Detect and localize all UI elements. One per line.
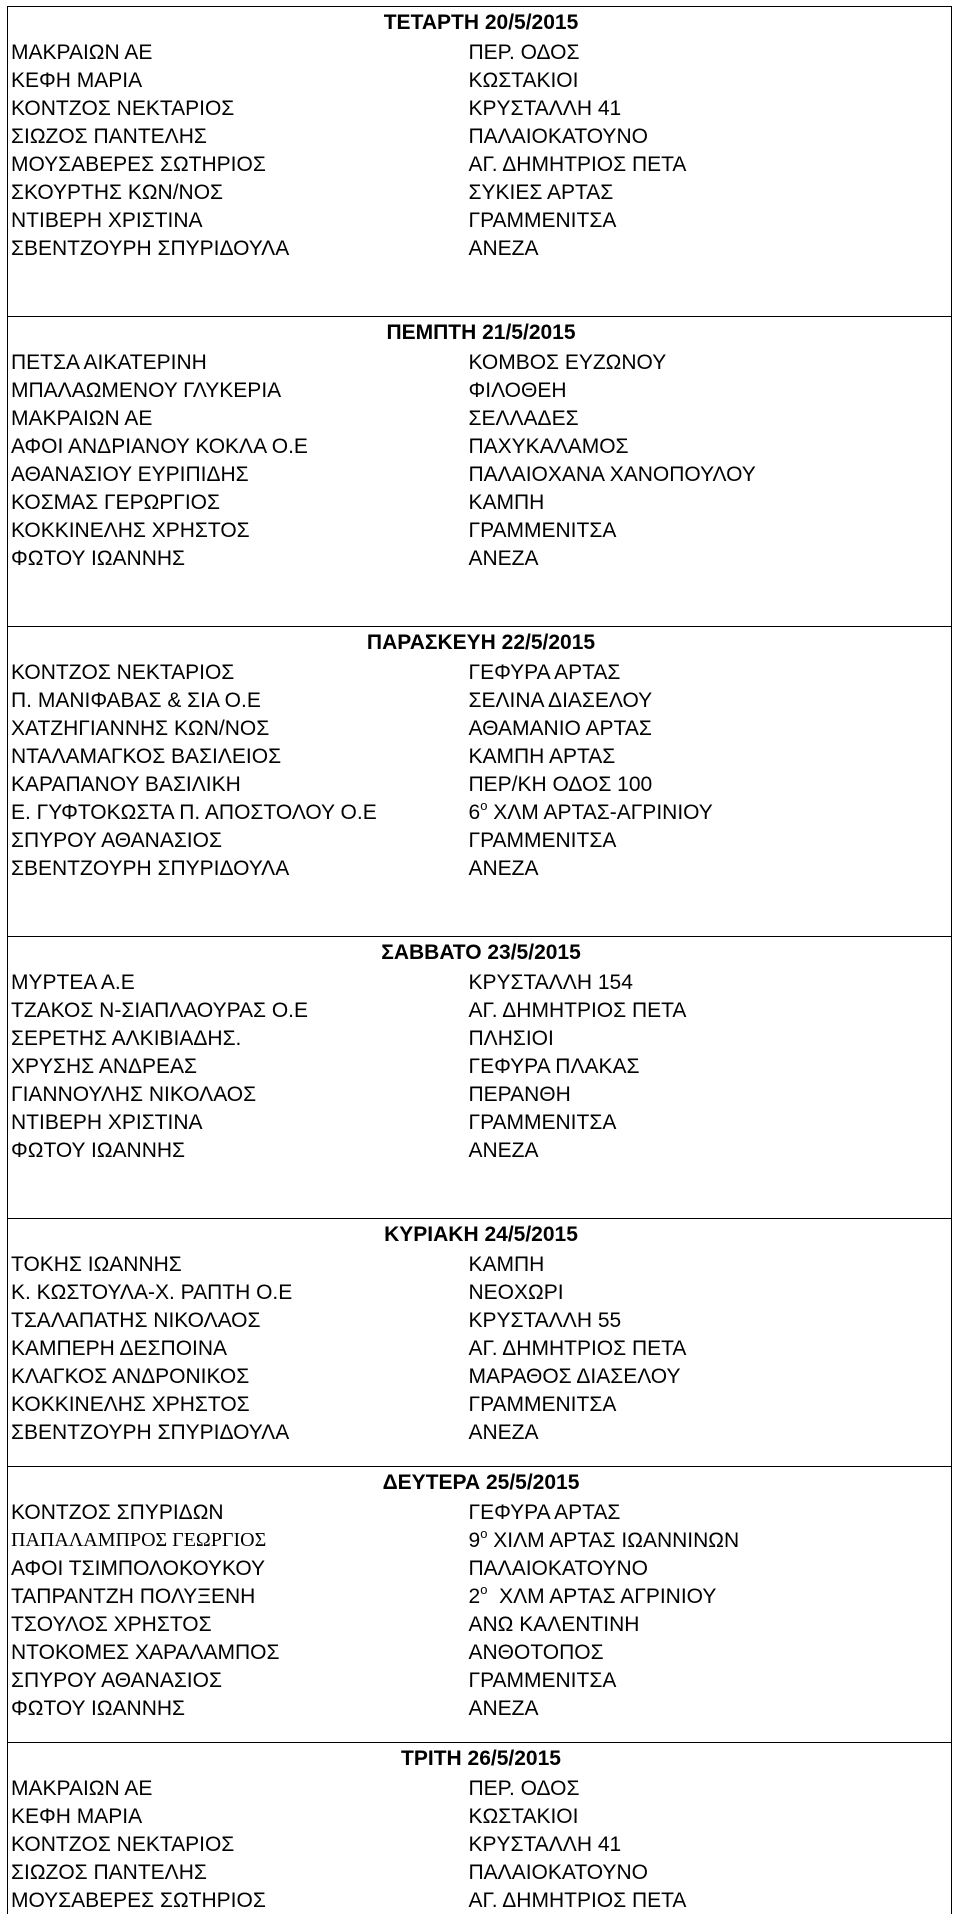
table-row	[8, 1694, 952, 1722]
table-row	[8, 1498, 952, 1526]
location-text: ΧΛΜ ΑΡΤΑΣ ΑΓΡΙΝΙΟΥ	[493, 1584, 717, 1608]
day-separator	[8, 572, 952, 627]
table-row	[8, 968, 952, 996]
pharmacy-name: ΣΒΕΝΤΖΟΥΡΗ ΣΠΥΡΙΔΟΥΛΑ	[8, 854, 466, 882]
pharmacy-name: ΚΟΣΜΑΣ ΓΕΡΩΡΓΙΟΣ	[8, 488, 466, 516]
pharmacy-name: ΠΕΤΣΑ ΑΙΚΑΤΕΡΙΝΗ	[8, 348, 466, 376]
table-row	[8, 178, 952, 206]
table-row	[8, 658, 952, 686]
pharmacy-location: ΝΕΟΧΩΡΙ	[466, 1278, 952, 1306]
pharmacy-name: ΚΕΦΗ ΜΑΡΙΑ	[8, 1802, 466, 1830]
day-title: ΤΡΙΤΗ 26/5/2015	[8, 1743, 952, 1775]
pharmacy-location: ΓΕΦΥΡΑ ΑΡΤΑΣ	[466, 658, 952, 686]
pharmacy-name: ΜΟΥΣΑΒΕΡΕΣ ΣΩΤΗΡΙΟΣ	[8, 150, 466, 178]
day-separator	[8, 1164, 952, 1219]
day-title: ΔΕΥΤΕΡΑ 25/5/2015	[8, 1467, 952, 1499]
pharmacy-name: ΜΑΚΡΑΙΩΝ ΑΕ	[8, 38, 466, 66]
table-row	[8, 348, 952, 376]
pharmacy-location: ΑΘΑΜΑΝΙΟ ΑΡΤΑΣ	[466, 714, 952, 742]
table-row	[8, 234, 952, 262]
pharmacy-location: ΣΕΛΙΝΑ ΔΙΑΣΕΛΟΥ	[466, 686, 952, 714]
pharmacy-name: ΤΖΑΚΟΣ Ν-ΣΙΑΠΛΑΟΥΡΑΣ Ο.Ε	[8, 996, 466, 1024]
pharmacy-name: ΣΙΩΖΟΣ ΠΑΝΤΕΛΗΣ	[8, 1858, 466, 1886]
table-row	[8, 150, 952, 178]
pharmacy-location: ΚΟΜΒΟΣ ΕΥΖΩΝΟΥ	[466, 348, 952, 376]
pharmacy-location	[466, 798, 952, 826]
pharmacy-name: ΑΦΟΙ ΑΝΔΡΙΑΝΟΥ ΚΟΚΛΑ Ο.Ε	[8, 432, 466, 460]
pharmacy-name: ΜΑΚΡΑΙΩΝ ΑΕ	[8, 404, 466, 432]
table-row	[8, 826, 952, 854]
table-row	[8, 1554, 952, 1582]
schedule-table	[7, 6, 952, 1914]
pharmacy-name: Κ. ΚΩΣΤΟΥΛΑ-Χ. ΡΑΠΤΗ Ο.Ε	[8, 1278, 466, 1306]
blank-spacer-cell	[8, 572, 952, 627]
table-row	[8, 1666, 952, 1694]
pharmacy-name: ΚΛΑΓΚΟΣ ΑΝΔΡΟΝΙΚΟΣ	[8, 1362, 466, 1390]
pharmacy-name: ΤΣΑΛΑΠΑΤΗΣ ΝΙΚΟΛΑΟΣ	[8, 1306, 466, 1334]
pharmacy-location: ΑΝΕΖΑ	[466, 1694, 952, 1722]
pharmacy-name: ΦΩΤΟΥ ΙΩΑΝΝΗΣ	[8, 544, 466, 572]
pharmacy-location: ΓΡΑΜΜΕΝΙΤΣΑ	[466, 1390, 952, 1418]
pharmacy-name: ΚΕΦΗ ΜΑΡΙΑ	[8, 66, 466, 94]
day-header-row	[8, 1743, 952, 1775]
pharmacy-location: ΑΝΘΟΤΟΠΟΣ	[466, 1638, 952, 1666]
pharmacy-location: ΓΡΑΜΜΕΝΙΤΣΑ	[466, 1108, 952, 1136]
day-title: ΚΥΡΙΑΚΗ 24/5/2015	[8, 1219, 952, 1251]
pharmacy-name: ΜΑΚΡΑΙΩΝ ΑΕ	[8, 1774, 466, 1802]
pharmacy-location: ΑΓ. ΔΗΜΗΤΡΙΟΣ ΠΕΤΑ	[466, 1886, 952, 1914]
table-row	[8, 432, 952, 460]
table-row	[8, 1024, 952, 1052]
pharmacy-location: ΚΩΣΤΑΚΙΟΙ	[466, 66, 952, 94]
day-separator	[8, 882, 952, 937]
table-row	[8, 686, 952, 714]
pharmacy-location: ΑΓ. ΔΗΜΗΤΡΙΟΣ ΠΕΤΑ	[466, 150, 952, 178]
table-row	[8, 1052, 952, 1080]
table-row	[8, 206, 952, 234]
pharmacy-location: ΓΕΦΥΡΑ ΑΡΤΑΣ	[466, 1498, 952, 1526]
pharmacy-location: ΦΙΛΟΘΕΗ	[466, 376, 952, 404]
day-title: ΣΑΒΒΑΤΟ 23/5/2015	[8, 937, 952, 969]
pharmacy-location: ΑΓ. ΔΗΜΗΤΡΙΟΣ ΠΕΤΑ	[466, 996, 952, 1024]
table-row	[8, 714, 952, 742]
table-row	[8, 1802, 952, 1830]
table-row	[8, 1582, 952, 1610]
table-row	[8, 1830, 952, 1858]
table-row	[8, 460, 952, 488]
pharmacy-name: ΦΩΤΟΥ ΙΩΑΝΝΗΣ	[8, 1694, 466, 1722]
pharmacy-location: ΑΝΕΖΑ	[466, 1136, 952, 1164]
pharmacy-name: ΚΟΚΚΙΝΕΛΗΣ ΧΡΗΣΤΟΣ	[8, 516, 466, 544]
pharmacy-name: ΜΠΑΛΑΩΜΕΝΟΥ ΓΛΥΚΕΡΙΑ	[8, 376, 466, 404]
day-header-row	[8, 317, 952, 349]
table-row	[8, 1250, 952, 1278]
ordinal-superscript: ο	[480, 1526, 488, 1541]
pharmacy-name: ΚΑΜΠΕΡΗ ΔΕΣΠΟΙΝΑ	[8, 1334, 466, 1362]
pharmacy-name: ΣΠΥΡΟΥ ΑΘΑΝΑΣΙΟΣ	[8, 826, 466, 854]
pharmacy-location: ΚΡΥΣΤΑΛΛΗ 41	[466, 94, 952, 122]
pharmacy-location: ΚΡΥΣΤΑΛΛΗ 55	[466, 1306, 952, 1334]
pharmacy-location: ΑΝΕΖΑ	[466, 1418, 952, 1446]
table-row	[8, 770, 952, 798]
pharmacy-name: ΝΤΑΛΑΜΑΓΚΟΣ ΒΑΣΙΛΕΙΟΣ	[8, 742, 466, 770]
pharmacy-location: ΑΓ. ΔΗΜΗΤΡΙΟΣ ΠΕΤΑ	[466, 1334, 952, 1362]
table-row	[8, 1334, 952, 1362]
table-row	[8, 488, 952, 516]
table-row	[8, 1306, 952, 1334]
pharmacy-location: ΓΕΦΥΡΑ ΠΛΑΚΑΣ	[466, 1052, 952, 1080]
pharmacy-location: ΚΩΣΤΑΚΙΟΙ	[466, 1802, 952, 1830]
pharmacy-location: ΠΑΛΑΙΟΚΑΤΟΥΝΟ	[466, 1554, 952, 1582]
pharmacy-location: ΠΑΛΑΙΟΚΑΤΟΥΝΟ	[466, 1858, 952, 1886]
pharmacy-location: ΠΑΧΥΚΑΛΑΜΟΣ	[466, 432, 952, 460]
table-row	[8, 1108, 952, 1136]
pharmacy-location: ΠΑΛΑΙΟΧΑΝΑ ΧΑΝΟΠΟΥΛΟΥ	[466, 460, 952, 488]
pharmacy-location: ΠΑΛΑΙΟΚΑΤΟΥΝΟ	[466, 122, 952, 150]
pharmacy-location: ΑΝΕΖΑ	[466, 544, 952, 572]
table-row	[8, 1774, 952, 1802]
table-row	[8, 854, 952, 882]
day-header-row	[8, 1467, 952, 1499]
pharmacy-location: ΣΕΛΛΑΔΕΣ	[466, 404, 952, 432]
table-row	[8, 516, 952, 544]
day-separator	[8, 1446, 952, 1467]
pharmacy-location	[466, 1582, 952, 1610]
pharmacy-name: ΠΑΠΑΛΑΜΠΡΟΣ ΓΕΩΡΓΙΟΣ	[8, 1526, 466, 1554]
pharmacy-location: ΠΛΗΣΙΟΙ	[466, 1024, 952, 1052]
day-title: ΠΑΡΑΣΚΕΥΗ 22/5/2015	[8, 627, 952, 659]
pharmacy-location: ΓΡΑΜΜΕΝΙΤΣΑ	[466, 1666, 952, 1694]
day-header-row	[8, 627, 952, 659]
day-title: ΤΕΤΑΡΤΗ 20/5/2015	[8, 7, 952, 39]
pharmacy-location: ΣΥΚΙΕΣ ΑΡΤΑΣ	[466, 178, 952, 206]
pharmacy-name: ΚΟΚΚΙΝΕΛΗΣ ΧΡΗΣΤΟΣ	[8, 1390, 466, 1418]
table-row	[8, 742, 952, 770]
pharmacy-name: ΤΑΠΡΑΝΤΖΗ ΠΟΛΥΞΕΝΗ	[8, 1582, 466, 1610]
pharmacy-name: ΚΟΝΤΖΟΣ ΝΕΚΤΑΡΙΟΣ	[8, 94, 466, 122]
location-text: ΧΛΜ ΑΡΤΑΣ-ΑΓΡΙΝΙΟΥ	[493, 800, 713, 824]
pharmacy-name: ΚΟΝΤΖΟΣ ΝΕΚΤΑΡΙΟΣ	[8, 1830, 466, 1858]
pharmacy-name: ΧΑΤΖΗΓΙΑΝΝΗΣ ΚΩΝ/ΝΟΣ	[8, 714, 466, 742]
pharmacy-name: ΣΕΡΕΤΗΣ ΑΛΚΙΒΙΑΔΗΣ.	[8, 1024, 466, 1052]
table-row	[8, 1886, 952, 1914]
pharmacy-location: ΚΑΜΠΗ ΑΡΤΑΣ	[466, 742, 952, 770]
km-number: 9	[468, 1528, 481, 1552]
table-row	[8, 376, 952, 404]
pharmacy-name: ΦΩΤΟΥ ΙΩΑΝΝΗΣ	[8, 1136, 466, 1164]
pharmacy-name: ΜΟΥΣΑΒΕΡΕΣ ΣΩΤΗΡΙΟΣ	[8, 1886, 466, 1914]
pharmacy-name: ΝΤΙΒΕΡΗ ΧΡΙΣΤΙΝΑ	[8, 206, 466, 234]
pharmacy-name: Π. ΜΑΝΙΦΑΒΑΣ & ΣΙΑ Ο.Ε	[8, 686, 466, 714]
pharmacy-name: ΑΦΟΙ ΤΣΙΜΠΟΛΟΚΟΥΚΟΥ	[8, 1554, 466, 1582]
pharmacy-name: ΝΤΙΒΕΡΗ ΧΡΙΣΤΙΝΑ	[8, 1108, 466, 1136]
table-row	[8, 404, 952, 432]
km-number: 2	[468, 1584, 481, 1608]
pharmacy-name: ΤΣΟΥΛΟΣ ΧΡΗΣΤΟΣ	[8, 1610, 466, 1638]
table-row	[8, 94, 952, 122]
pharmacy-name: ΣΒΕΝΤΖΟΥΡΗ ΣΠΥΡΙΔΟΥΛΑ	[8, 1418, 466, 1446]
ordinal-superscript: ο	[480, 1582, 488, 1597]
day-separator	[8, 262, 952, 317]
pharmacy-location: ΠΕΡ/ΚΗ ΟΔΟΣ 100	[466, 770, 952, 798]
table-row	[8, 66, 952, 94]
table-row	[8, 1858, 952, 1886]
table-row	[8, 122, 952, 150]
pharmacy-location: ΚΡΥΣΤΑΛΛΗ 41	[466, 1830, 952, 1858]
table-row	[8, 798, 952, 826]
pharmacy-location: ΑΝΩ ΚΑΛΕΝΤΙΝΗ	[466, 1610, 952, 1638]
table-row	[8, 1526, 952, 1554]
table-row	[8, 1080, 952, 1108]
pharmacy-location: ΚΑΜΠΗ	[466, 488, 952, 516]
pharmacy-location: ΜΑΡΑΘΟΣ ΔΙΑΣΕΛΟΥ	[466, 1362, 952, 1390]
pharmacy-location: ΚΑΜΠΗ	[466, 1250, 952, 1278]
pharmacy-name: ΝΤΟΚΟΜΕΣ ΧΑΡΑΛΑΜΠΟΣ	[8, 1638, 466, 1666]
pharmacy-name: ΚΟΝΤΖΟΣ ΣΠΥΡΙΔΩΝ	[8, 1498, 466, 1526]
blank-spacer-cell	[8, 1164, 952, 1219]
pharmacy-name: ΚΑΡΑΠΑΝΟΥ ΒΑΣΙΛΙΚΗ	[8, 770, 466, 798]
pharmacy-name: ΤΟΚΗΣ ΙΩΑΝΝΗΣ	[8, 1250, 466, 1278]
pharmacy-location: ΑΝΕΖΑ	[466, 234, 952, 262]
pharmacy-location	[466, 1526, 952, 1554]
table-row	[8, 1136, 952, 1164]
blank-spacer-cell	[8, 262, 952, 317]
location-text: ΧΙΛΜ ΑΡΤΑΣ ΙΩΑΝΝΙΝΩΝ	[493, 1528, 740, 1552]
table-row	[8, 1418, 952, 1446]
pharmacy-name: ΣΠΥΡΟΥ ΑΘΑΝΑΣΙΟΣ	[8, 1666, 466, 1694]
day-separator	[8, 1722, 952, 1743]
table-row	[8, 544, 952, 572]
km-number: 6	[468, 800, 481, 824]
pharmacy-location: ΚΡΥΣΤΑΛΛΗ 154	[466, 968, 952, 996]
pharmacy-location: ΠΕΡ. ΟΔΟΣ	[466, 1774, 952, 1802]
pharmacy-name: ΜΥΡΤΕΑ Α.Ε	[8, 968, 466, 996]
blank-spacer-cell	[8, 1722, 952, 1743]
day-header-row	[8, 7, 952, 39]
pharmacy-name: ΧΡΥΣΗΣ ΑΝΔΡΕΑΣ	[8, 1052, 466, 1080]
blank-spacer-cell	[8, 1446, 952, 1467]
table-row	[8, 1390, 952, 1418]
day-header-row	[8, 1219, 952, 1251]
table-row	[8, 996, 952, 1024]
table-row	[8, 38, 952, 66]
pharmacy-location: ΑΝΕΖΑ	[466, 854, 952, 882]
pharmacy-location: ΠΕΡ. ΟΔΟΣ	[466, 38, 952, 66]
table-row	[8, 1362, 952, 1390]
table-row	[8, 1278, 952, 1306]
pharmacy-location: ΓΡΑΜΜΕΝΙΤΣΑ	[466, 206, 952, 234]
table-row	[8, 1638, 952, 1666]
pharmacy-name: ΓΙΑΝΝΟΥΛΗΣ ΝΙΚΟΛΑΟΣ	[8, 1080, 466, 1108]
pharmacy-name: ΑΘΑΝΑΣΙΟΥ ΕΥΡΙΠΙΔΗΣ	[8, 460, 466, 488]
day-title: ΠΕΜΠΤΗ 21/5/2015	[8, 317, 952, 349]
pharmacy-name: ΣΙΩΖΟΣ ΠΑΝΤΕΛΗΣ	[8, 122, 466, 150]
pharmacy-name: ΣΒΕΝΤΖΟΥΡΗ ΣΠΥΡΙΔΟΥΛΑ	[8, 234, 466, 262]
table-row	[8, 1610, 952, 1638]
ordinal-superscript: ο	[480, 798, 488, 813]
pharmacy-location: ΠΕΡΑΝΘΗ	[466, 1080, 952, 1108]
blank-spacer-cell	[8, 882, 952, 937]
pharmacy-duty-schedule	[7, 6, 951, 1914]
pharmacy-location: ΓΡΑΜΜΕΝΙΤΣΑ	[466, 516, 952, 544]
day-header-row	[8, 937, 952, 969]
pharmacy-name: ΣΚΟΥΡΤΗΣ ΚΩΝ/ΝΟΣ	[8, 178, 466, 206]
pharmacy-name: Ε. ΓΥΦΤΟΚΩΣΤΑ Π. ΑΠΟΣΤΟΛΟΥ Ο.Ε	[8, 798, 466, 826]
pharmacy-name: ΚΟΝΤΖΟΣ ΝΕΚΤΑΡΙΟΣ	[8, 658, 466, 686]
pharmacy-location: ΓΡΑΜΜΕΝΙΤΣΑ	[466, 826, 952, 854]
